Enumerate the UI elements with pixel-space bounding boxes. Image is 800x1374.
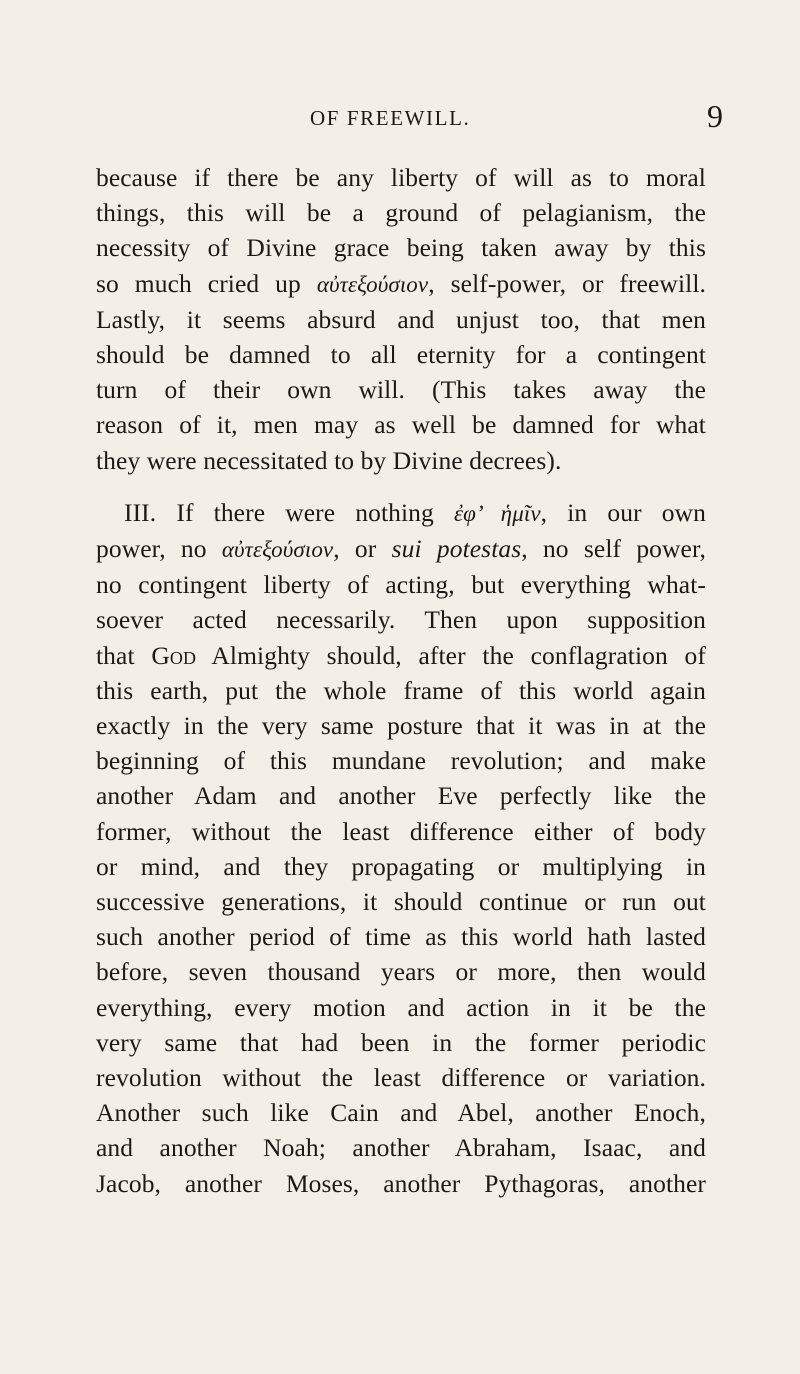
text-line: no contingent liberty of acting, but everything what- [96, 570, 706, 600]
text-line: reason of it, men may as well be damned for what [96, 410, 706, 440]
text-line: very same that had been in the former periodic [96, 1027, 706, 1057]
text-run: , in our own [540, 497, 706, 527]
text-run: , self-power, or freewill. [428, 268, 706, 298]
text-line: soever acted necessarily. Then upon supposition [96, 605, 706, 635]
text-line: successive generations, it should continue or run out [96, 887, 706, 917]
text-line: necessity of Divine grace being taken away by this [96, 233, 706, 263]
text-line: Lastly, it seems absurd and unjust too, that men [96, 304, 706, 334]
text-line: former, without the least difference either of body [96, 816, 706, 846]
text-line: exactly in the very same posture that it was in at the [96, 711, 706, 741]
text-line: beginning of this mundane revolution; and make [96, 746, 706, 776]
text-line: because if there be any liberty of will as to moral [96, 163, 706, 192]
text-line: Jacob, another Moses, another Pythagoras, another [96, 1168, 706, 1198]
text-run: power, no [96, 534, 222, 564]
running-head-title: OF FREEWILL. [310, 106, 471, 130]
text-run: , no self power, [521, 534, 706, 564]
paragraph-gap [96, 478, 706, 495]
text-line: another Adam and another Eve perfectly like the [96, 781, 706, 811]
latin-term: sui potestas [391, 534, 522, 564]
text-line [96, 638, 706, 673]
greek-term: αὐτεξούσιον [221, 537, 334, 563]
text-run: that [96, 640, 152, 670]
greek-term: ἐφ’ ἡμῖν [454, 500, 541, 526]
text-line: such another period of time as this world hath lasted [96, 922, 706, 952]
text-line: and another Noah; another Abraham, Isaac, and [96, 1133, 706, 1163]
text-run: Almighty should, after the conflagration of [196, 640, 707, 670]
text-line: should be damned to all eternity for a contingent [96, 340, 706, 370]
text-line: they were necessitated to by Divine decrees). [96, 445, 562, 475]
text-line: everything, every motion and action in it be the [96, 992, 706, 1022]
text-line: turn of their own will. (This takes away the [96, 375, 706, 405]
text-line: things, this will be a ground of pelagianism, the [96, 198, 706, 228]
body-text [96, 160, 706, 1201]
greek-term: αὐτεξούσιον [316, 271, 429, 297]
text-line [96, 495, 706, 531]
page-number: 9 [707, 98, 723, 134]
running-head [0, 100, 800, 140]
text-line [96, 266, 706, 302]
text-run: , or [333, 534, 392, 564]
small-caps-term: God [151, 640, 197, 670]
text-line: Another such like Cain and Abel, another Enoch, [96, 1098, 706, 1128]
text-run: so much cried up [96, 268, 317, 298]
text-line [96, 531, 706, 567]
text-line: this earth, put the whole frame of this world again [96, 675, 706, 705]
text-line: or mind, and they propagating or multiplying in [96, 851, 706, 881]
text-line: revolution without the least difference or variation. [96, 1063, 706, 1093]
text-line: before, seven thousand years or more, then would [96, 957, 706, 987]
text-run: III. If there were nothing [124, 497, 454, 527]
